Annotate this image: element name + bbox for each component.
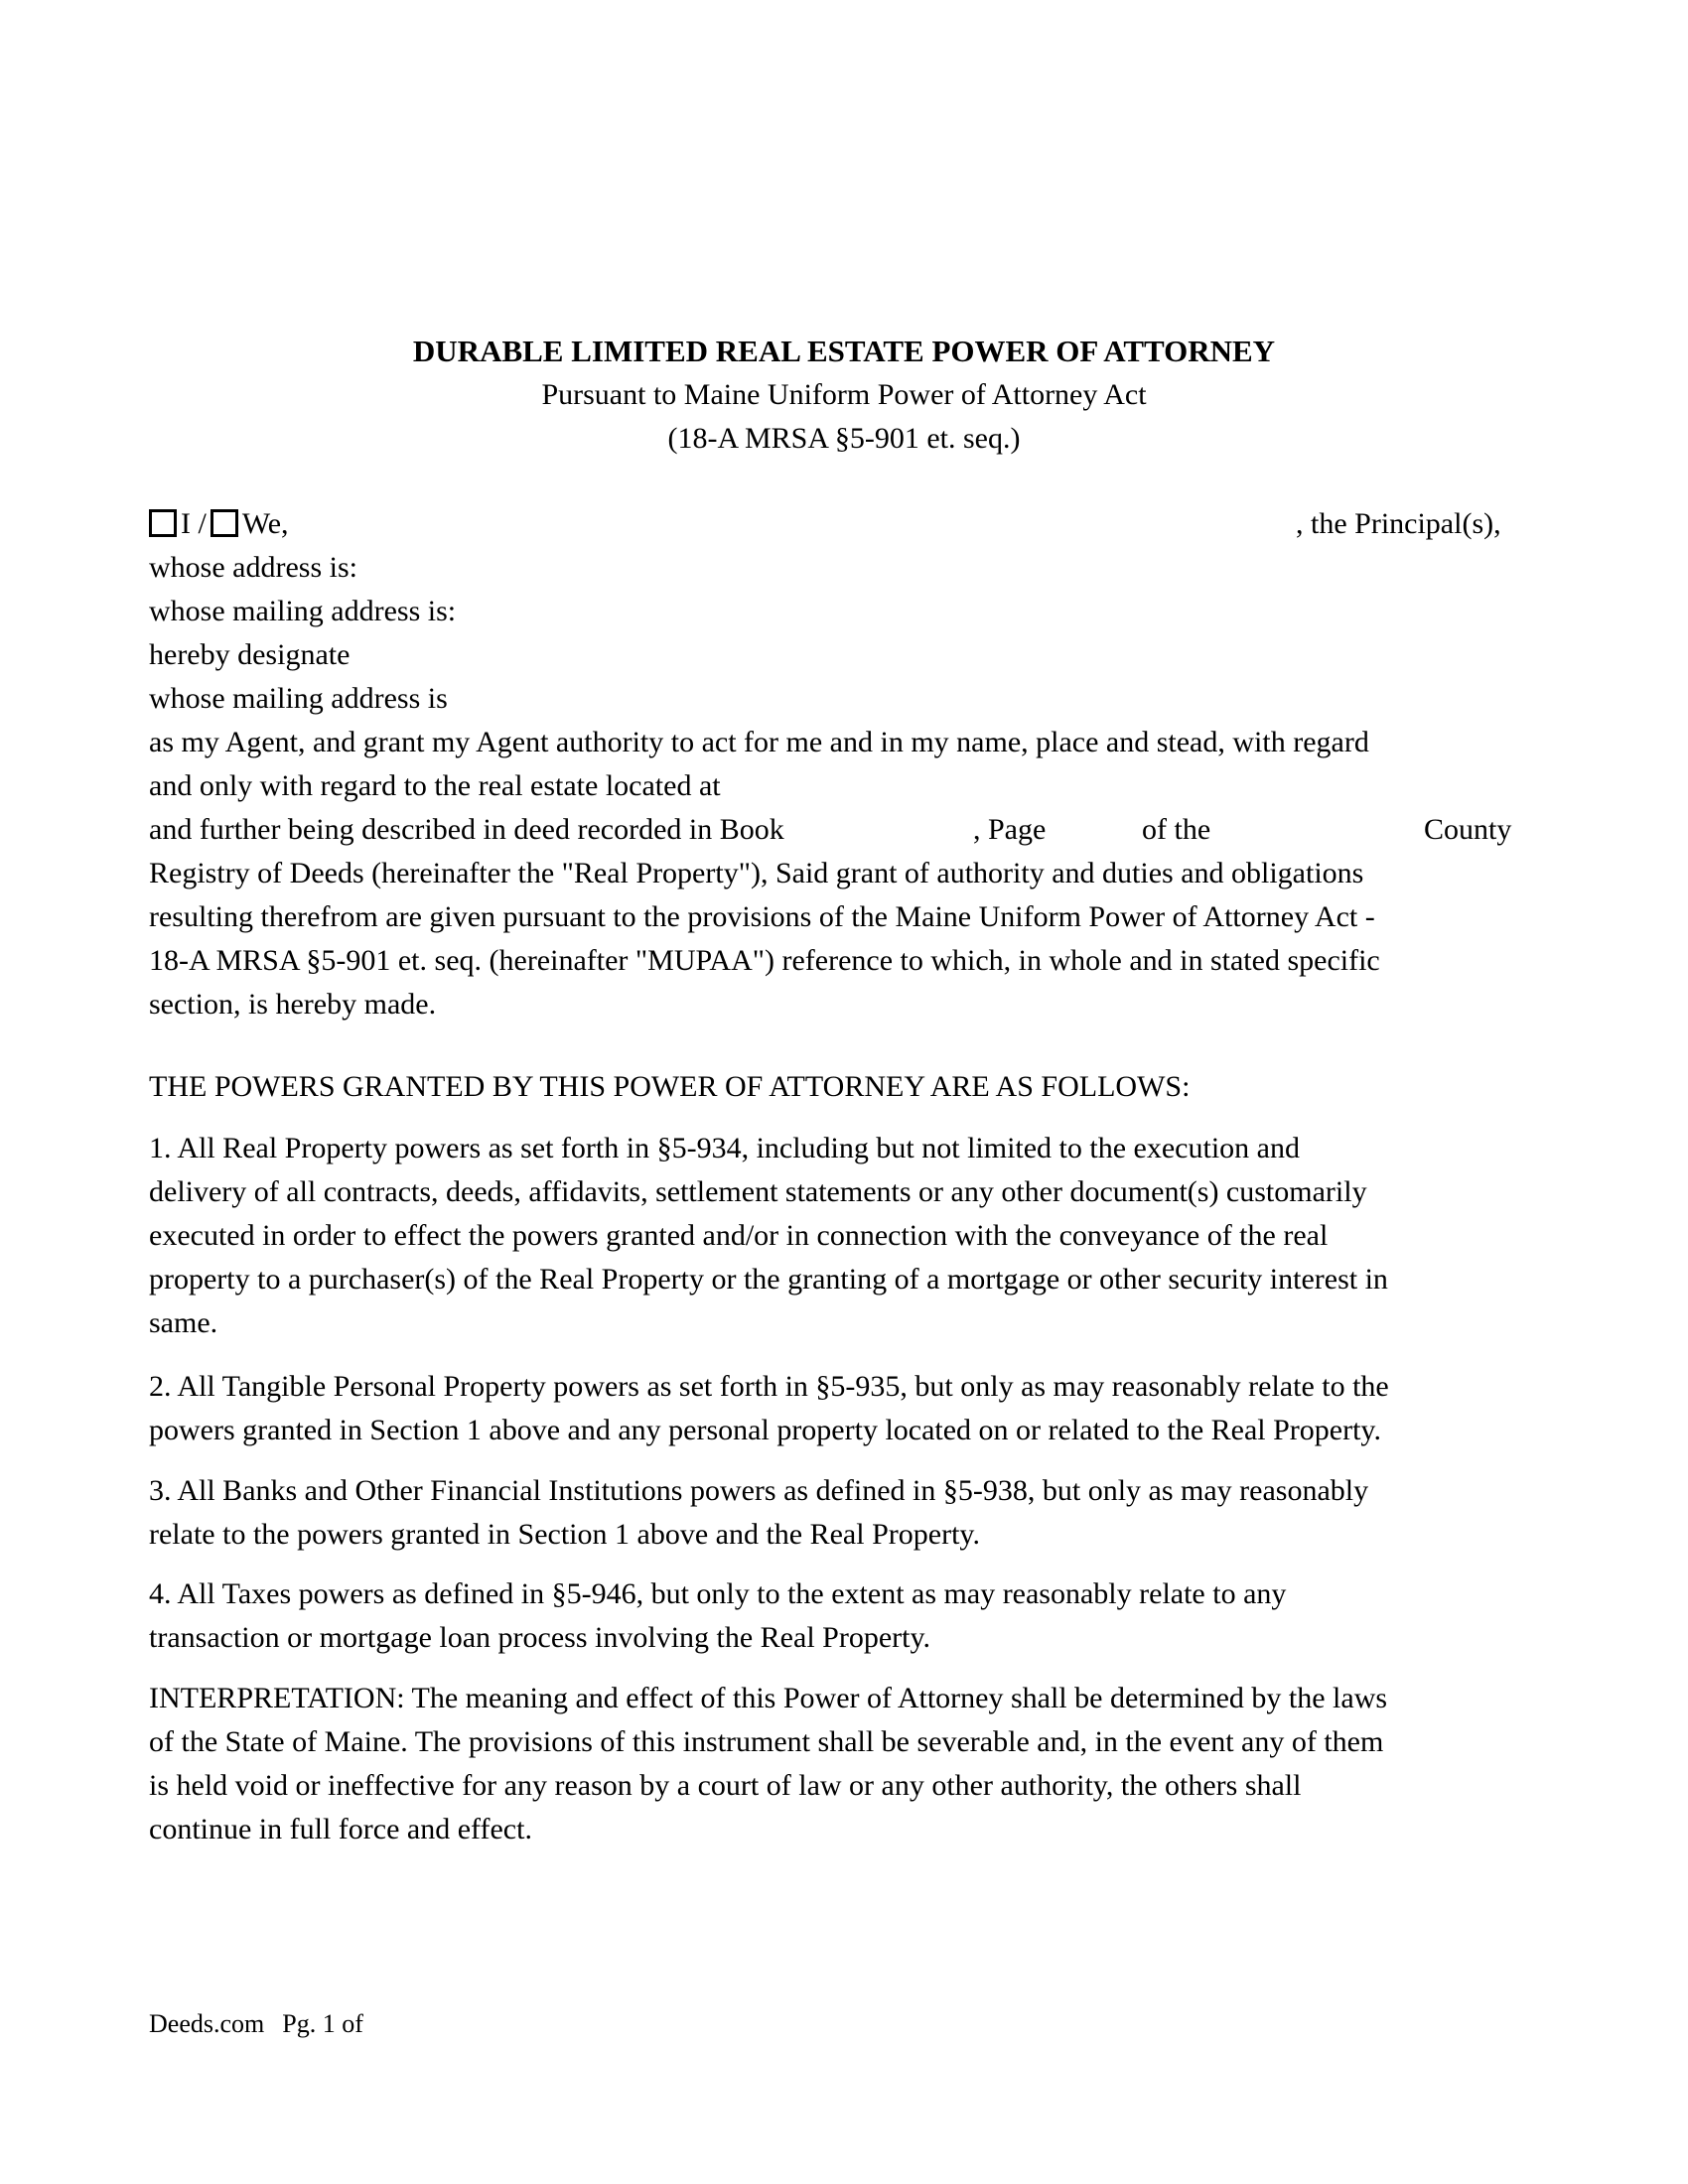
- document-subtitle-statute: (18-A MRSA §5-901 et. seq.): [667, 422, 1021, 455]
- powers-heading: [149, 1065, 1539, 1109]
- principal-line: [149, 502, 1539, 546]
- agent-grant-line-2: and only with regard to the real estate located at: [149, 769, 721, 802]
- interpretation-line: continue in full force and effect.: [149, 1813, 532, 1845]
- interpretation-line: is held void or ineffective for any reason by a court of law or any other authority, the others shall: [149, 1769, 1302, 1802]
- registry-line-2: resulting therefrom are given pursuant to the provisions of the Maine Uniform Power of Attorney Act -: [149, 900, 1375, 933]
- deed-recording-line: [149, 808, 1539, 852]
- power-3-line: relate to the powers granted in Section 1 above and the Real Property.: [149, 1518, 980, 1551]
- registry-line-4: section, is hereby made.: [149, 988, 437, 1021]
- principal-agent-block: [149, 502, 1539, 1026]
- deed-page-label: , Page: [973, 813, 1047, 846]
- power-4-line: transaction or mortgage loan process involving the Real Property.: [149, 1621, 931, 1654]
- registry-line-3: 18-A MRSA §5-901 et. seq. (hereinafter "MUPAA") reference to which, in whole and in stated specific: [149, 944, 1380, 977]
- agent-grant-line-1: as my Agent, and grant my Agent authority to act for me and in my name, place and stead, with regard: [149, 726, 1369, 758]
- interpretation-paragraph: [149, 1677, 1539, 1851]
- option-we-label: We,: [241, 507, 289, 540]
- interpretation-line: of the State of Maine. The provisions of this instrument shall be severable and, in the event any of them: [149, 1725, 1384, 1758]
- footer-site-name: Deeds.com: [149, 2009, 265, 2038]
- power-1-paragraph: [149, 1127, 1539, 1345]
- document-title: DURABLE LIMITED REAL ESTATE POWER OF ATTORNEY: [412, 334, 1276, 368]
- power-2-line: powers granted in Section 1 above and any personal property located on or related to the Real Property.: [149, 1414, 1381, 1446]
- option-i-label: I /: [181, 507, 207, 540]
- power-1-line: executed in order to effect the powers granted and/or in connection with the conveyance of the real: [149, 1219, 1329, 1252]
- power-2-line: 2. All Tangible Personal Property powers as set forth in §5-935, but only as may reasonably relate to the: [149, 1370, 1389, 1403]
- power-1-line: 1. All Real Property powers as set forth in §5-934, including but not limited to the execution and: [149, 1132, 1300, 1164]
- power-3-line: 3. All Banks and Other Financial Institutions powers as defined in §5-938, but only as may reasonably: [149, 1474, 1369, 1507]
- footer-page-number: Pg. 1 of: [282, 2009, 363, 2038]
- power-3-paragraph: [149, 1469, 1539, 1557]
- powers-heading-text: THE POWERS GRANTED BY THIS POWER OF ATTORNEY ARE AS FOLLOWS:: [149, 1070, 1191, 1103]
- power-2-paragraph: [149, 1365, 1539, 1452]
- power-1-line: same.: [149, 1306, 218, 1339]
- deed-book-label: and further being described in deed recorded in Book: [149, 813, 784, 846]
- mailing-address-label: whose mailing address is:: [149, 595, 457, 627]
- checkbox-we[interactable]: [211, 509, 238, 537]
- power-4-paragraph: [149, 1572, 1539, 1660]
- registry-line-1: Registry of Deeds (hereinafter the "Real Property"), Said grant of authority and duties and obligations: [149, 857, 1364, 889]
- power-4-line: 4. All Taxes powers as defined in §5-946, but only to the extent as may reasonably relate to any: [149, 1577, 1287, 1610]
- agent-mailing-address-label: whose mailing address is: [149, 682, 448, 715]
- principal-label: , the Principal(s),: [1296, 507, 1501, 540]
- designate-label: hereby designate: [149, 638, 351, 671]
- power-1-line: delivery of all contracts, deeds, affidavits, settlement statements or any other document(s) customarily: [149, 1175, 1367, 1208]
- checkbox-i[interactable]: [149, 509, 177, 537]
- document-subtitle-act: Pursuant to Maine Uniform Power of Attorney Act: [541, 378, 1147, 411]
- county-label: County: [1424, 813, 1512, 846]
- address-label: whose address is:: [149, 551, 357, 584]
- interpretation-line: INTERPRETATION: The meaning and effect of this Power of Attorney shall be determined by the laws: [149, 1682, 1388, 1714]
- power-1-line: property to a purchaser(s) of the Real Property or the granting of a mortgage or other security interest in: [149, 1263, 1388, 1296]
- deed-of-the-label: of the: [1142, 813, 1211, 846]
- page-footer: [149, 2006, 363, 2042]
